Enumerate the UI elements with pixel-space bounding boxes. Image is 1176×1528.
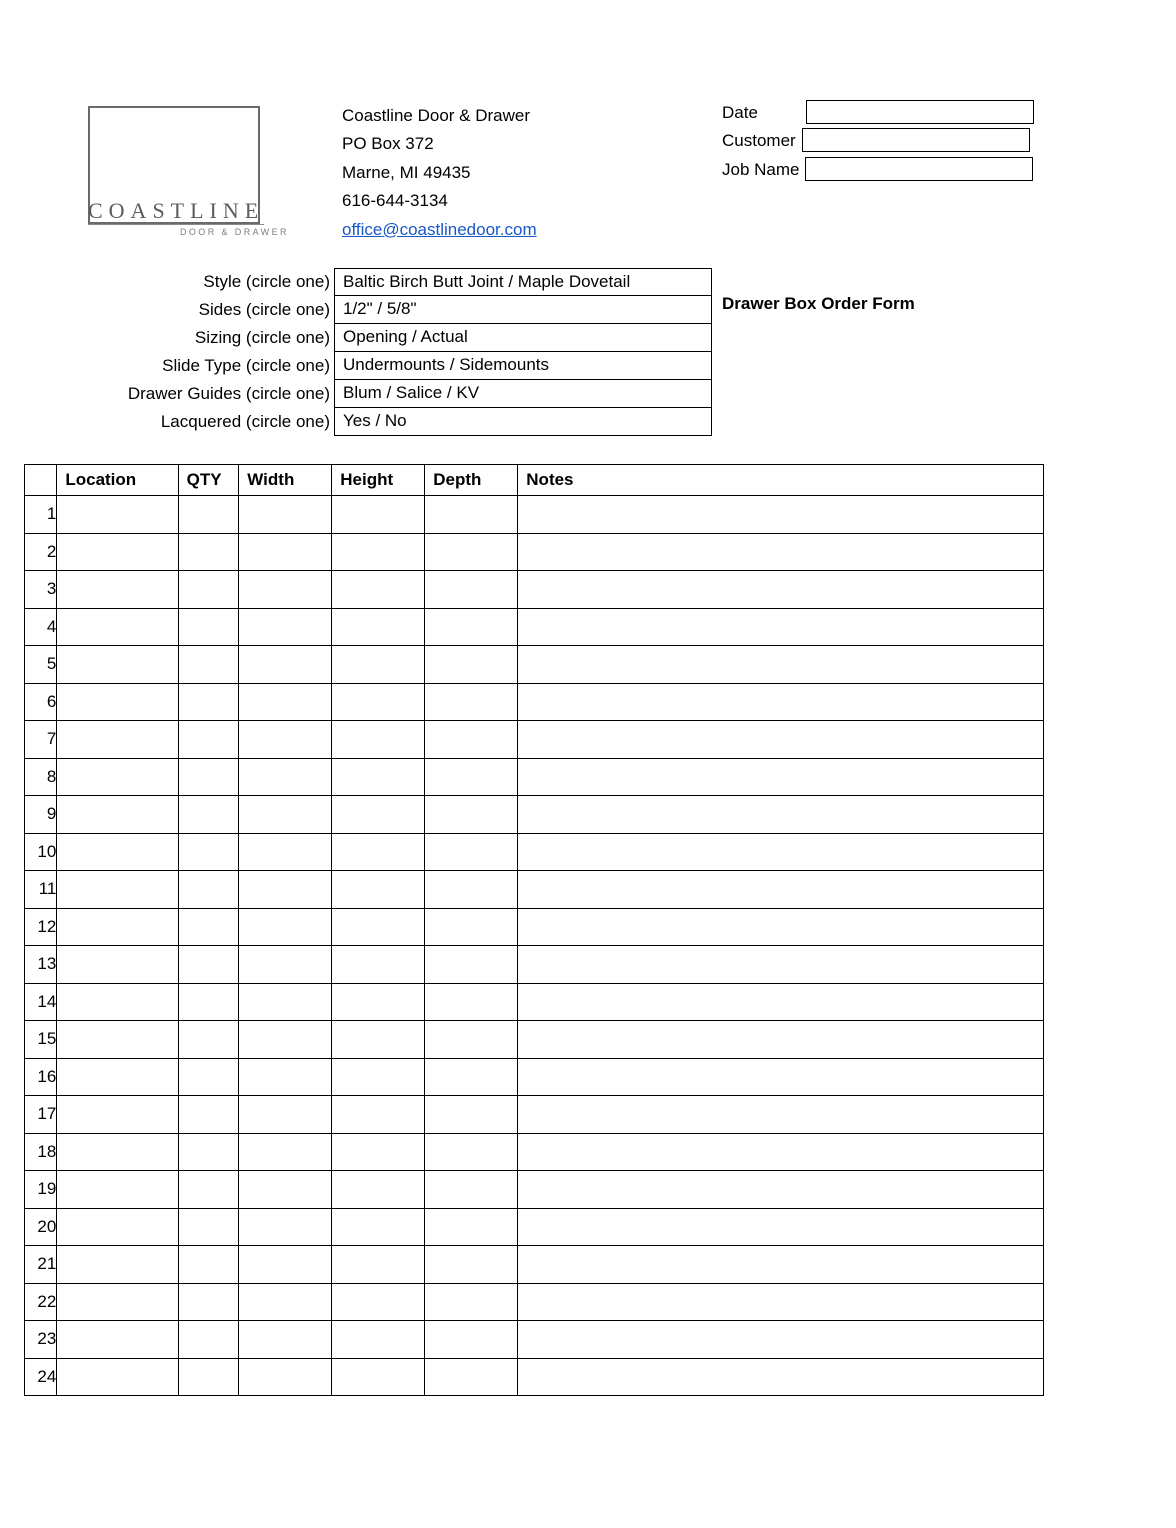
company-phone: 616-644-3134 bbox=[342, 191, 448, 211]
cell-notes[interactable] bbox=[518, 1171, 1044, 1209]
order-meta-block bbox=[722, 100, 1052, 185]
table-row bbox=[25, 1171, 1044, 1209]
cell-width[interactable] bbox=[239, 871, 332, 909]
row-number: 8 bbox=[25, 758, 57, 796]
cell-width[interactable] bbox=[239, 496, 332, 534]
cell-width[interactable] bbox=[239, 946, 332, 984]
cell-depth[interactable] bbox=[425, 983, 518, 1021]
date-field[interactable] bbox=[806, 100, 1034, 124]
cell-depth[interactable] bbox=[425, 758, 518, 796]
company-block bbox=[342, 102, 537, 244]
cell-height[interactable] bbox=[332, 608, 425, 646]
cell-width[interactable] bbox=[239, 571, 332, 609]
cell-notes[interactable] bbox=[518, 1021, 1044, 1059]
cell-notes[interactable] bbox=[518, 1358, 1044, 1396]
cell-height[interactable] bbox=[332, 1208, 425, 1246]
cell-notes[interactable] bbox=[518, 1283, 1044, 1321]
header-depth: Depth bbox=[425, 465, 518, 496]
cell-depth[interactable] bbox=[425, 1246, 518, 1284]
table-row bbox=[25, 646, 1044, 684]
table-row bbox=[25, 1096, 1044, 1134]
cell-location[interactable] bbox=[57, 646, 178, 684]
table-row bbox=[25, 1058, 1044, 1096]
table-row bbox=[25, 683, 1044, 721]
row-number: 9 bbox=[25, 796, 57, 834]
company-name: Coastline Door & Drawer bbox=[342, 106, 531, 125]
company-email-link[interactable]: office@coastlinedoor.com bbox=[342, 219, 537, 239]
cell-width[interactable] bbox=[239, 646, 332, 684]
cell-width[interactable] bbox=[239, 1058, 332, 1096]
cell-qty[interactable] bbox=[178, 833, 239, 871]
cell-height[interactable] bbox=[332, 496, 425, 534]
row-number: 3 bbox=[25, 571, 57, 609]
cell-height[interactable] bbox=[332, 1246, 425, 1284]
cell-depth[interactable] bbox=[425, 1208, 518, 1246]
cell-height[interactable] bbox=[332, 1058, 425, 1096]
cell-qty[interactable] bbox=[178, 946, 239, 984]
cell-width[interactable] bbox=[239, 608, 332, 646]
cell-location[interactable] bbox=[57, 983, 178, 1021]
cell-qty[interactable] bbox=[178, 758, 239, 796]
options-block bbox=[0, 268, 1176, 436]
meta-row-date bbox=[722, 100, 1052, 128]
cell-height[interactable] bbox=[332, 721, 425, 759]
job-name-field[interactable] bbox=[805, 157, 1033, 181]
table-row bbox=[25, 1321, 1044, 1359]
table-row bbox=[25, 908, 1044, 946]
cell-notes[interactable] bbox=[518, 646, 1044, 684]
cell-notes[interactable] bbox=[518, 758, 1044, 796]
cell-width[interactable] bbox=[239, 1096, 332, 1134]
row-number: 13 bbox=[25, 946, 57, 984]
cell-width[interactable] bbox=[239, 758, 332, 796]
cell-depth[interactable] bbox=[425, 571, 518, 609]
cell-height[interactable] bbox=[332, 1321, 425, 1359]
cell-height[interactable] bbox=[332, 1358, 425, 1396]
cell-width[interactable] bbox=[239, 1208, 332, 1246]
table-row bbox=[25, 1358, 1044, 1396]
cell-qty[interactable] bbox=[178, 1058, 239, 1096]
cell-height[interactable] bbox=[332, 1021, 425, 1059]
cell-location[interactable] bbox=[57, 571, 178, 609]
cell-qty[interactable] bbox=[178, 1208, 239, 1246]
cell-height[interactable] bbox=[332, 1096, 425, 1134]
cell-notes[interactable] bbox=[518, 496, 1044, 534]
table-row bbox=[25, 871, 1044, 909]
row-number: 10 bbox=[25, 833, 57, 871]
option-label: Lacquered (circle one) bbox=[160, 412, 330, 431]
cell-width[interactable] bbox=[239, 833, 332, 871]
cell-location[interactable] bbox=[57, 796, 178, 834]
option-row bbox=[0, 324, 1176, 352]
cell-location[interactable] bbox=[57, 1058, 178, 1096]
cell-depth[interactable] bbox=[425, 533, 518, 571]
cell-qty[interactable] bbox=[178, 608, 239, 646]
option-value[interactable]: 1/2" / 5/8" bbox=[334, 296, 712, 324]
cell-width[interactable] bbox=[239, 721, 332, 759]
row-number: 6 bbox=[25, 683, 57, 721]
cell-notes[interactable] bbox=[518, 796, 1044, 834]
table-row bbox=[25, 571, 1044, 609]
cell-location[interactable] bbox=[57, 1096, 178, 1134]
cell-height[interactable] bbox=[332, 683, 425, 721]
cell-qty[interactable] bbox=[178, 571, 239, 609]
cell-width[interactable] bbox=[239, 683, 332, 721]
option-row bbox=[0, 268, 1176, 296]
option-value[interactable]: Blum / Salice / KV bbox=[334, 380, 712, 408]
table-row bbox=[25, 758, 1044, 796]
cell-qty[interactable] bbox=[178, 1133, 239, 1171]
cell-notes[interactable] bbox=[518, 908, 1044, 946]
cell-height[interactable] bbox=[332, 533, 425, 571]
option-value[interactable]: Opening / Actual bbox=[334, 324, 712, 352]
cell-height[interactable] bbox=[332, 983, 425, 1021]
cell-notes[interactable] bbox=[518, 1058, 1044, 1096]
option-value[interactable]: Undermounts / Sidemounts bbox=[334, 352, 712, 380]
header-location: Location bbox=[57, 465, 178, 496]
cell-notes[interactable] bbox=[518, 1321, 1044, 1359]
cell-depth[interactable] bbox=[425, 1096, 518, 1134]
table-row bbox=[25, 721, 1044, 759]
cell-qty[interactable] bbox=[178, 683, 239, 721]
row-number: 19 bbox=[25, 1171, 57, 1209]
cell-width[interactable] bbox=[239, 1246, 332, 1284]
cell-notes[interactable] bbox=[518, 1096, 1044, 1134]
cell-width[interactable] bbox=[239, 1171, 332, 1209]
option-value[interactable]: Yes / No bbox=[334, 408, 712, 436]
cell-depth[interactable] bbox=[425, 721, 518, 759]
cell-depth[interactable] bbox=[425, 1058, 518, 1096]
cell-width[interactable] bbox=[239, 983, 332, 1021]
date-label: Date bbox=[722, 103, 758, 122]
option-row bbox=[0, 352, 1176, 380]
cell-height[interactable] bbox=[332, 1133, 425, 1171]
company-city-state-zip: Marne, MI 49435 bbox=[342, 162, 471, 182]
cell-depth[interactable] bbox=[425, 796, 518, 834]
cell-depth[interactable] bbox=[425, 833, 518, 871]
cell-width[interactable] bbox=[239, 533, 332, 571]
option-label: Drawer Guides (circle one) bbox=[127, 384, 330, 403]
cell-qty[interactable] bbox=[178, 1358, 239, 1396]
option-label: Sides (circle one) bbox=[198, 300, 330, 319]
cell-location[interactable] bbox=[57, 1321, 178, 1359]
row-number: 20 bbox=[25, 1208, 57, 1246]
row-number: 18 bbox=[25, 1133, 57, 1171]
cell-location[interactable] bbox=[57, 1021, 178, 1059]
cell-notes[interactable] bbox=[518, 608, 1044, 646]
table-row bbox=[25, 983, 1044, 1021]
header-row-number bbox=[25, 465, 57, 496]
logo-tagline: DOOR & DRAWER bbox=[180, 227, 289, 237]
cell-notes[interactable] bbox=[518, 571, 1044, 609]
logo-divider bbox=[88, 224, 264, 225]
cell-height[interactable] bbox=[332, 646, 425, 684]
cell-qty[interactable] bbox=[178, 1021, 239, 1059]
cell-qty[interactable] bbox=[178, 983, 239, 1021]
cell-depth[interactable] bbox=[425, 1358, 518, 1396]
cell-location[interactable] bbox=[57, 721, 178, 759]
row-number: 17 bbox=[25, 1096, 57, 1134]
cell-notes[interactable] bbox=[518, 983, 1044, 1021]
cell-qty[interactable] bbox=[178, 1283, 239, 1321]
cell-location[interactable] bbox=[57, 608, 178, 646]
cell-depth[interactable] bbox=[425, 946, 518, 984]
cell-location[interactable] bbox=[57, 533, 178, 571]
row-number: 11 bbox=[25, 871, 57, 909]
cell-qty[interactable] bbox=[178, 496, 239, 534]
table-row bbox=[25, 946, 1044, 984]
cell-location[interactable] bbox=[57, 1283, 178, 1321]
cell-location[interactable] bbox=[57, 1246, 178, 1284]
row-number: 23 bbox=[25, 1321, 57, 1359]
cell-location[interactable] bbox=[57, 908, 178, 946]
cell-depth[interactable] bbox=[425, 1021, 518, 1059]
cell-depth[interactable] bbox=[425, 871, 518, 909]
cell-depth[interactable] bbox=[425, 908, 518, 946]
cell-qty[interactable] bbox=[178, 908, 239, 946]
cell-width[interactable] bbox=[239, 908, 332, 946]
table-row bbox=[25, 1208, 1044, 1246]
row-number: 4 bbox=[25, 608, 57, 646]
option-row bbox=[0, 408, 1176, 436]
cell-depth[interactable] bbox=[425, 1321, 518, 1359]
table-row bbox=[25, 1021, 1044, 1059]
line-items-table-wrapper bbox=[24, 464, 1044, 1396]
row-number: 15 bbox=[25, 1021, 57, 1059]
cell-height[interactable] bbox=[332, 796, 425, 834]
cell-depth[interactable] bbox=[425, 496, 518, 534]
table-row bbox=[25, 533, 1044, 571]
cell-location[interactable] bbox=[57, 946, 178, 984]
cell-depth[interactable] bbox=[425, 683, 518, 721]
cell-qty[interactable] bbox=[178, 796, 239, 834]
cell-depth[interactable] bbox=[425, 1133, 518, 1171]
row-number: 22 bbox=[25, 1283, 57, 1321]
cell-location[interactable] bbox=[57, 683, 178, 721]
cell-qty[interactable] bbox=[178, 1246, 239, 1284]
customer-label: Customer bbox=[722, 131, 796, 151]
line-items-table bbox=[24, 464, 1044, 1396]
cell-location[interactable] bbox=[57, 871, 178, 909]
option-label: Style (circle one) bbox=[203, 272, 330, 291]
option-row bbox=[0, 296, 1176, 324]
header-qty: QTY bbox=[178, 465, 239, 496]
table-header-row bbox=[25, 465, 1044, 496]
cell-height[interactable] bbox=[332, 758, 425, 796]
table-row bbox=[25, 1246, 1044, 1284]
cell-qty[interactable] bbox=[178, 1096, 239, 1134]
job-name-label: Job Name bbox=[722, 159, 800, 179]
table-row bbox=[25, 796, 1044, 834]
cell-location[interactable] bbox=[57, 1133, 178, 1171]
cell-notes[interactable] bbox=[518, 1208, 1044, 1246]
cell-width[interactable] bbox=[239, 796, 332, 834]
cell-qty[interactable] bbox=[178, 646, 239, 684]
cell-qty[interactable] bbox=[178, 1321, 239, 1359]
cell-location[interactable] bbox=[57, 758, 178, 796]
cell-qty[interactable] bbox=[178, 1171, 239, 1209]
cell-location[interactable] bbox=[57, 1358, 178, 1396]
row-number: 14 bbox=[25, 983, 57, 1021]
cell-height[interactable] bbox=[332, 571, 425, 609]
cell-location[interactable] bbox=[57, 496, 178, 534]
cell-qty[interactable] bbox=[178, 721, 239, 759]
cell-location[interactable] bbox=[57, 1208, 178, 1246]
cell-depth[interactable] bbox=[425, 646, 518, 684]
cell-notes[interactable] bbox=[518, 683, 1044, 721]
option-label: Sizing (circle one) bbox=[194, 328, 330, 347]
table-row bbox=[25, 496, 1044, 534]
cell-height[interactable] bbox=[332, 1283, 425, 1321]
cell-notes[interactable] bbox=[518, 946, 1044, 984]
meta-row-customer bbox=[722, 128, 1052, 156]
cell-qty[interactable] bbox=[178, 871, 239, 909]
meta-row-job-name bbox=[722, 157, 1052, 185]
cell-notes[interactable] bbox=[518, 533, 1044, 571]
cell-width[interactable] bbox=[239, 1021, 332, 1059]
header-height: Height bbox=[332, 465, 425, 496]
option-label: Slide Type (circle one) bbox=[162, 356, 330, 375]
row-number: 5 bbox=[25, 646, 57, 684]
cell-notes[interactable] bbox=[518, 871, 1044, 909]
header-notes: Notes bbox=[518, 465, 1044, 496]
cell-height[interactable] bbox=[332, 1171, 425, 1209]
cell-depth[interactable] bbox=[425, 1283, 518, 1321]
cell-width[interactable] bbox=[239, 1283, 332, 1321]
cell-notes[interactable] bbox=[518, 1246, 1044, 1284]
cell-depth[interactable] bbox=[425, 608, 518, 646]
table-row bbox=[25, 1133, 1044, 1171]
customer-field[interactable] bbox=[802, 128, 1030, 152]
option-row bbox=[0, 380, 1176, 408]
cell-notes[interactable] bbox=[518, 1133, 1044, 1171]
cell-height[interactable] bbox=[332, 946, 425, 984]
option-value[interactable]: Baltic Birch Butt Joint / Maple Dovetail bbox=[334, 268, 712, 296]
company-po-box: PO Box 372 bbox=[342, 134, 434, 154]
cell-height[interactable] bbox=[332, 908, 425, 946]
cell-notes[interactable] bbox=[518, 721, 1044, 759]
cell-width[interactable] bbox=[239, 1358, 332, 1396]
row-number: 7 bbox=[25, 721, 57, 759]
cell-depth[interactable] bbox=[425, 1171, 518, 1209]
cell-height[interactable] bbox=[332, 833, 425, 871]
cell-qty[interactable] bbox=[178, 533, 239, 571]
table-row bbox=[25, 1283, 1044, 1321]
row-number: 16 bbox=[25, 1058, 57, 1096]
cell-width[interactable] bbox=[239, 1321, 332, 1359]
table-row bbox=[25, 608, 1044, 646]
cell-height[interactable] bbox=[332, 871, 425, 909]
cell-location[interactable] bbox=[57, 1171, 178, 1209]
form-title: Drawer Box Order Form bbox=[722, 294, 915, 313]
row-number: 21 bbox=[25, 1246, 57, 1284]
table-row bbox=[25, 833, 1044, 871]
row-number: 12 bbox=[25, 908, 57, 946]
row-number: 2 bbox=[25, 533, 57, 571]
cell-location[interactable] bbox=[57, 833, 178, 871]
row-number: 24 bbox=[25, 1358, 57, 1396]
cell-width[interactable] bbox=[239, 1133, 332, 1171]
logo-wordmark: COASTLINE bbox=[88, 198, 265, 223]
header-width: Width bbox=[239, 465, 332, 496]
cell-notes[interactable] bbox=[518, 833, 1044, 871]
row-number: 1 bbox=[25, 496, 57, 534]
